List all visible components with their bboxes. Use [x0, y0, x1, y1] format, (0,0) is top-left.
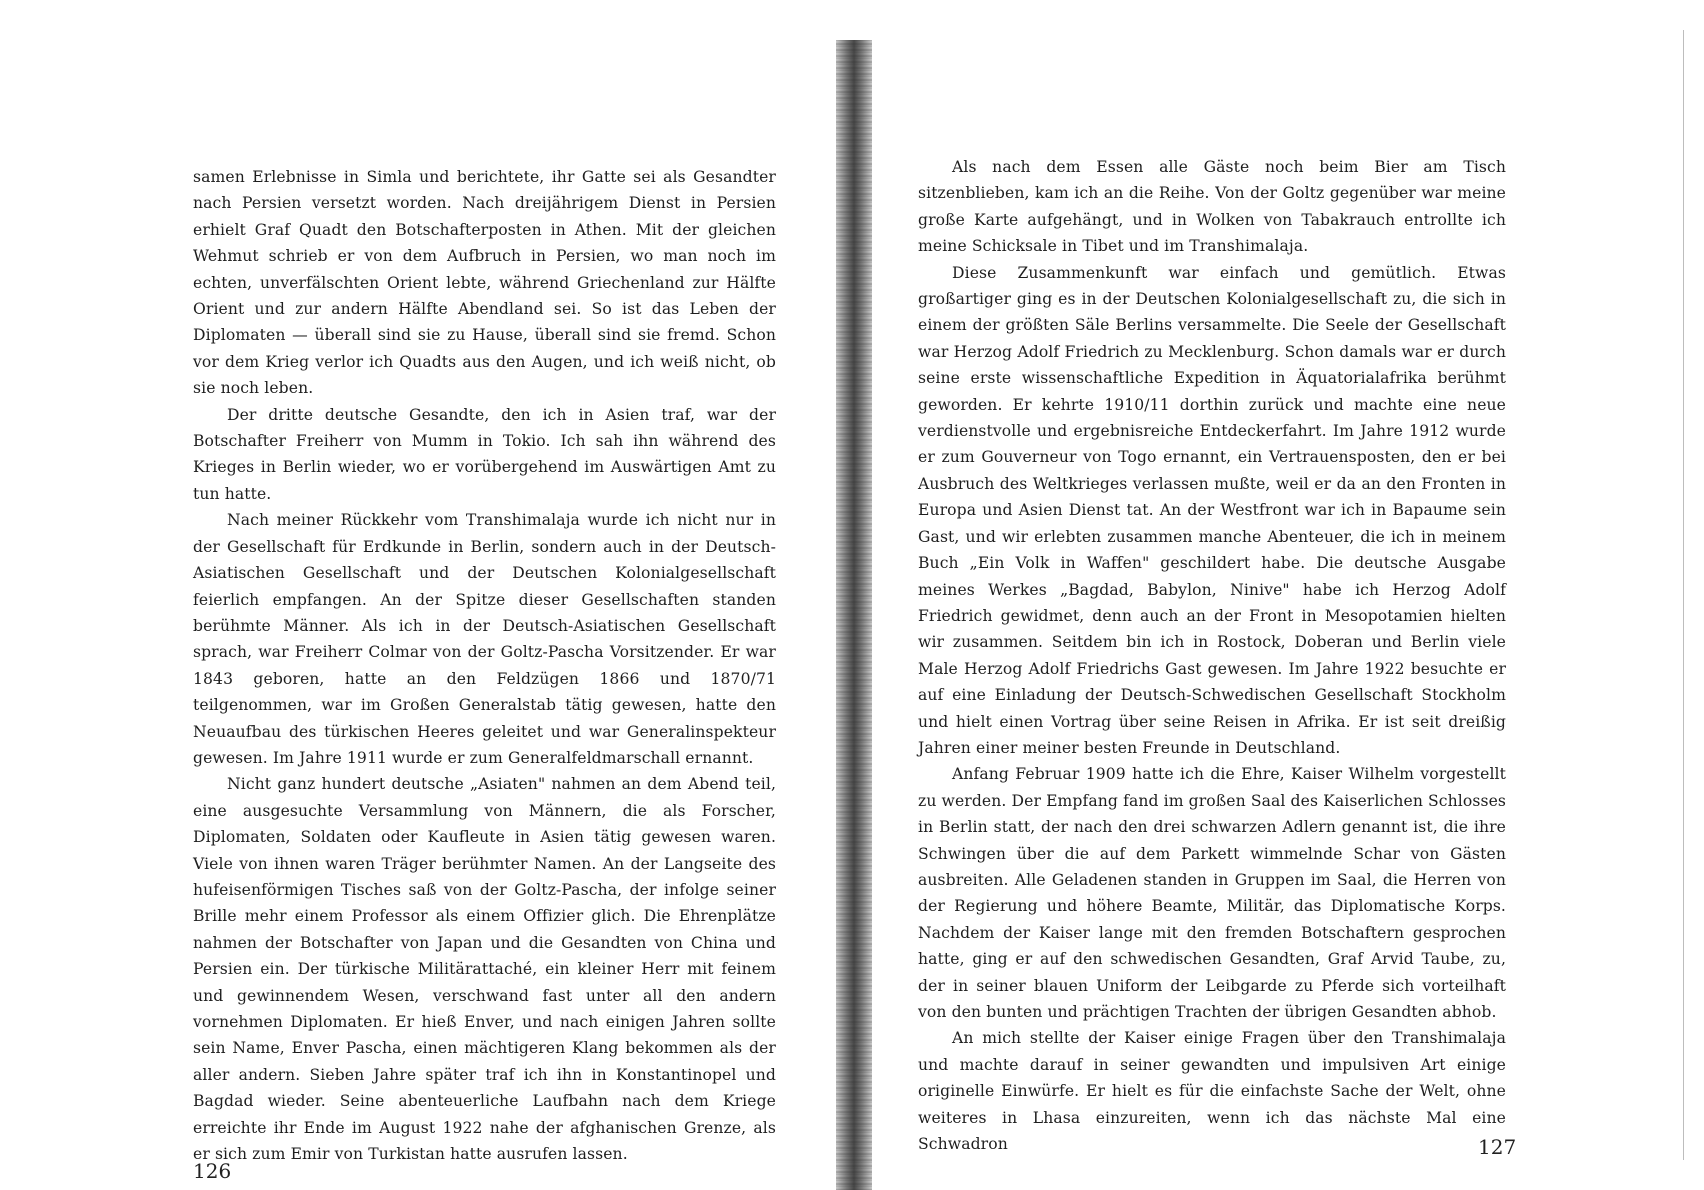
- left-paragraph-2: Der dritte deutsche Gesandte, den ich in Asien traf, war der Botschafter Freiherr von Mumm in Tokio. Ich sah ihn während des Krieges in Berlin wieder, wo er vorübergehend im Auswärtigen Amt zu tun hatte.: [193, 405, 776, 503]
- left-page: [0, 0, 836, 1190]
- left-page-number: 126: [193, 1159, 232, 1183]
- right-paragraph-2: Diese Zusammenkunft war einfach und gemütlich. Etwas großartiger ging es in der Deutschen Kolonialgesellschaft zu, die sich in einem der größten Säle Berlins versammelte. Die Seele der Gesellschaft war Herzog Adolf Friedrich zu Mecklenburg. Schon damals war er durch seine erste wissenschaftliche Expedition in Äquatorialafrika berühmt geworden. Er kehrte 1910/11 dorthin zurück und machte eine neue verdienstvolle und ergebnisreiche Entdeckerfahrt. Im Jahre 1912 wurde er zum Gouverneur von Togo ernannt, ein Vertrauensposten, den er bei Ausbruch des Weltkrieges verlassen mußte, weil er da an den Fronten in Europa und Asien Dienst tat. An der Westfront war ich in Bapaume sein Gast, und wir erlebten zusammen manche Abenteuer, die ich in meinem Buch „Ein Volk in Waffen" geschildert habe. Die deutsche Ausgabe meines Werkes „Bagdad, Babylon, Ninive" habe ich Herzog Adolf Friedrich gewidmet, denn auch an der Front in Mesopotamien hielten wir zusammen. Seitdem bin ich in Rostock, Doberan und Berlin viele Male Herzog Adolf Friedrichs Gast gewesen. Im Jahre 1922 besuchte er auf eine Einladung der Deutsch-Schwedischen Gesellschaft Stockholm und hielt einen Vortrag über seine Reisen in Afrika. Er ist seit dreißig Jahren einer meiner besten Freunde in Deutschland.: [918, 263, 1506, 757]
- right-page-text: [918, 154, 1506, 1157]
- right-paragraph-4: An mich stellte der Kaiser einige Fragen über den Transhimalaja und machte darauf in seiner gewandten und impulsiven Art einige originelle Einwürfe. Er hielt es für die einfachste Sache der Welt, ohne weiteres in Lhasa einzureiten, wenn ich das nächste Mal eine Schwadron: [918, 1029, 1506, 1154]
- left-paragraph-4: Nicht ganz hundert deutsche „Asiaten" nahmen an dem Abend teil, eine ausgesuchte Versammlung von Männern, die als Forscher, Diplomaten, Soldaten oder Kaufleute in Asien tätig gewesen waren. Viele von ihnen waren Träger berühmter Namen. An der Langseite des hufeisenförmigen Tisches saß von der Goltz-Pascha, der infolge seiner Brille mehr einem Professor als einem Offizier glich. Die Ehrenplätze nahmen der Botschafter von Japan und die Gesandten von China und Persien ein. Der türkische Militärattaché, ein kleiner Herr mit feinem und gewinnendem Wesen, verschwand fast unter all den andern vornehmen Diplomaten. Er hieß Enver, und nach einigen Jahren sollte sein Name, Enver Pascha, einen mächtigeren Klang bekommen als der aller andern. Sieben Jahre später traf ich ihn in Konstantinopel und Bagdad wieder. Seine abenteuerliche Laufbahn nach dem Kriege erreichte ihr Ende im August 1922 nahe der afghanischen Grenze, als er sich zum Emir von Turkistan hatte ausrufen lassen.: [193, 775, 776, 1164]
- page-edge-line: [1683, 30, 1684, 1160]
- left-paragraph-3: Nach meiner Rückkehr vom Transhimalaja wurde ich nicht nur in der Gesellschaft für Erdkunde in Berlin, sondern auch in der Deutsch-Asiatischen Gesellschaft und der Deutschen Kolonialgesellschaft feierlich empfangen. An der Spitze dieser Gesellschaften standen berühmte Männer. Als ich in der Deutsch-Asiatischen Gesellschaft sprach, war Freiherr Colmar von der Goltz-Pascha Vorsitzender. Er war 1843 geboren, hatte an den Feldzügen 1866 und 1870/71 teilgenommen, war im Großen Generalstab tätig gewesen, hatte den Neuaufbau des türkischen Heeres geleitet und war Generalinspekteur gewesen. Im Jahre 1911 wurde er zum Generalfeldmarschall ernannt.: [193, 511, 776, 767]
- right-paragraph-3: Anfang Februar 1909 hatte ich die Ehre, Kaiser Wilhelm vorgestellt zu werden. Der Empfang fand im großen Saal des Kaiserlichen Schlosses in Berlin statt, der nach den drei schwarzen Adlern genannt ist, die ihre Schwingen über die auf dem Parkett wimmelnde Schar von Gästen ausbreiten. Alle Geladenen standen in Gruppen im Saal, die Herren von der Regierung und höhere Beamte, Militär, das Diplomatische Korps. Nachdem der Kaiser lange mit den fremden Botschaftern gesprochen hatte, ging er auf den schwedischen Gesandten, Graf Arvid Taube, zu, der in seiner blauen Uniform der Leibgarde zu Pferde sich vorteilhaft von den bunten und prächtigen Trachten der übrigen Gesandten abhob.: [918, 765, 1506, 1021]
- right-paragraph-1: Als nach dem Essen alle Gäste noch beim Bier am Tisch sitzenblieben, kam ich an die Reihe. Von der Goltz gegenüber war meine große Karte aufgehängt, und in Wolken von Tabakrauch entrollte ich meine Schicksale in Tibet und im Transhimalaja.: [918, 158, 1506, 256]
- left-paragraph-1: samen Erlebnisse in Simla und berichtete, ihr Gatte sei als Gesandter nach Persien versetzt worden. Nach dreijährigem Dienst in Persien erhielt Graf Quadt den Botschafterposten in Athen. Mit der gleichen Wehmut schrieb er von dem Aufbruch in Persien, wo man noch im echten, unverfälschten Orient lebte, während Griechenland zur Hälfte Orient und zur andern Hälfte Abendland sei. So ist das Leben der Diplomaten — überall sind sie zu Hause, überall sind sie fremd. Schon vor dem Krieg verlor ich Quadts aus den Augen, und ich weiß nicht, ob sie noch leben.: [193, 168, 776, 398]
- book-gutter: [836, 40, 872, 1190]
- right-page-number: 127: [1478, 1135, 1517, 1159]
- left-page-text: [193, 164, 776, 1167]
